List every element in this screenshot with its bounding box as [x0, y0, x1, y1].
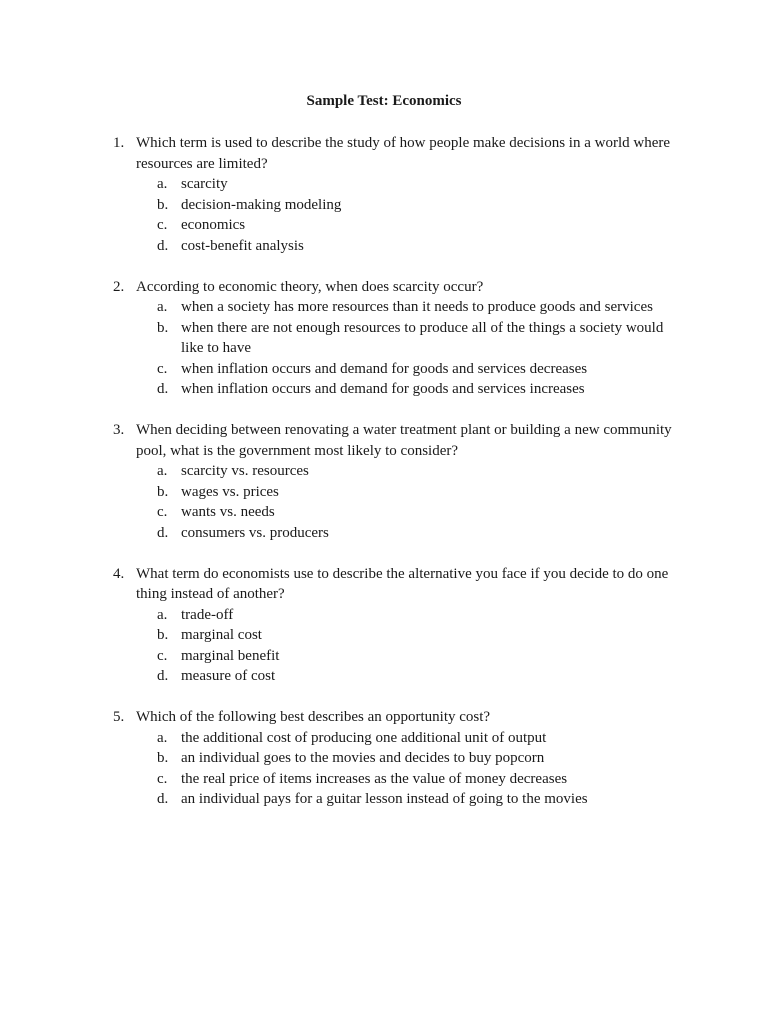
choice-text: decision-making modeling [181, 196, 342, 213]
choice-letter: a. [157, 176, 168, 192]
question-text: Which of the following best describes an opportunity cost? [136, 709, 491, 725]
choice-text: the additional cost of producing one additional unit of output [181, 729, 547, 746]
choice-text: economics [181, 217, 246, 233]
choice-letter: d. [157, 791, 169, 807]
choice-item [157, 297, 681, 318]
choice-item [157, 646, 681, 667]
choice-letter: c. [157, 360, 168, 377]
choice-text: when there are not enough resources to produce all of the things a society would like to have [181, 319, 664, 356]
choice-item [157, 605, 681, 626]
question-text: According to economic theory, when does scarcity occur? [136, 278, 484, 295]
choice-item [157, 728, 681, 749]
question-1 [0, 133, 768, 256]
choice-letter: c. [157, 770, 168, 787]
choice-letter: b. [157, 750, 169, 766]
choice-item [157, 482, 681, 503]
choice-letter: c. [157, 504, 168, 520]
choice-item [157, 523, 681, 544]
choice-text: when inflation occurs and demand for goods and services decreases [181, 360, 588, 377]
choice-letter: d. [157, 237, 169, 254]
choice-text: trade-off [181, 606, 234, 623]
choice-text: cost-benefit analysis [181, 237, 304, 254]
choice-item [157, 666, 681, 687]
choice-text: when inflation occurs and demand for goods and services increases [181, 381, 585, 397]
question-4 [0, 564, 768, 687]
choice-text: scarcity [181, 176, 228, 192]
choice-item [157, 461, 681, 482]
question-text: When deciding between renovating a water treatment plant or building a new community pool, what is the government most likely to consider? [136, 422, 672, 459]
choice-list [0, 605, 768, 687]
question-5 [0, 707, 768, 810]
choice-letter: c. [157, 217, 168, 233]
choice-text: wages vs. prices [181, 483, 279, 500]
choice-letter: d. [157, 524, 169, 541]
question-number: 5. [113, 709, 125, 725]
question-text: What term do economists use to describe the alternative you face if you decide to do one thing instead of another? [136, 565, 669, 602]
choice-text: when a society has more resources than it needs to produce goods and services [181, 299, 653, 315]
question-list [0, 133, 768, 830]
choice-item [157, 174, 681, 195]
choice-item [157, 789, 681, 810]
question-2 [0, 277, 768, 400]
choice-letter: b. [157, 627, 169, 643]
question-number: 1. [113, 135, 125, 151]
choice-text: an individual goes to the movies and decides to buy popcorn [181, 750, 545, 766]
choice-item [157, 215, 681, 236]
choice-item [157, 318, 681, 359]
choice-list [0, 297, 768, 400]
choice-letter: b. [157, 319, 169, 336]
choice-letter: a. [157, 729, 168, 746]
choice-list [0, 728, 768, 810]
choice-text: marginal benefit [181, 647, 280, 664]
choice-text: the real price of items increases as the value of money decreases [181, 770, 568, 787]
choice-item [157, 359, 681, 380]
question-text: Which term is used to describe the study of how people make decisions in a world where resources are limited? [136, 135, 671, 172]
choice-letter: b. [157, 483, 169, 500]
choice-letter: a. [157, 606, 168, 623]
choice-letter: a. [157, 463, 168, 479]
question-number: 4. [113, 565, 125, 582]
choice-letter: d. [157, 668, 169, 684]
choice-text: an individual pays for a guitar lesson instead of going to the movies [181, 791, 588, 807]
choice-item [157, 195, 681, 216]
question-number: 3. [113, 422, 125, 438]
choice-letter: b. [157, 196, 169, 213]
choice-item [157, 379, 681, 400]
question-3 [0, 420, 768, 543]
choice-text: wants vs. needs [181, 504, 275, 520]
page-title: Sample Test: Economics [306, 93, 462, 109]
choice-item [157, 769, 681, 790]
choice-list [0, 174, 768, 256]
choice-letter: d. [157, 381, 169, 397]
choice-item [157, 502, 681, 523]
choice-text: marginal cost [181, 627, 262, 643]
choice-item [157, 748, 681, 769]
choice-text: consumers vs. producers [181, 524, 329, 541]
choice-letter: a. [157, 299, 168, 315]
question-number: 2. [113, 278, 125, 295]
choice-letter: c. [157, 647, 168, 664]
choice-item [157, 625, 681, 646]
choice-item [157, 236, 681, 257]
choice-text: scarcity vs. resources [181, 463, 309, 479]
choice-text: measure of cost [181, 668, 276, 684]
choice-list [0, 461, 768, 543]
